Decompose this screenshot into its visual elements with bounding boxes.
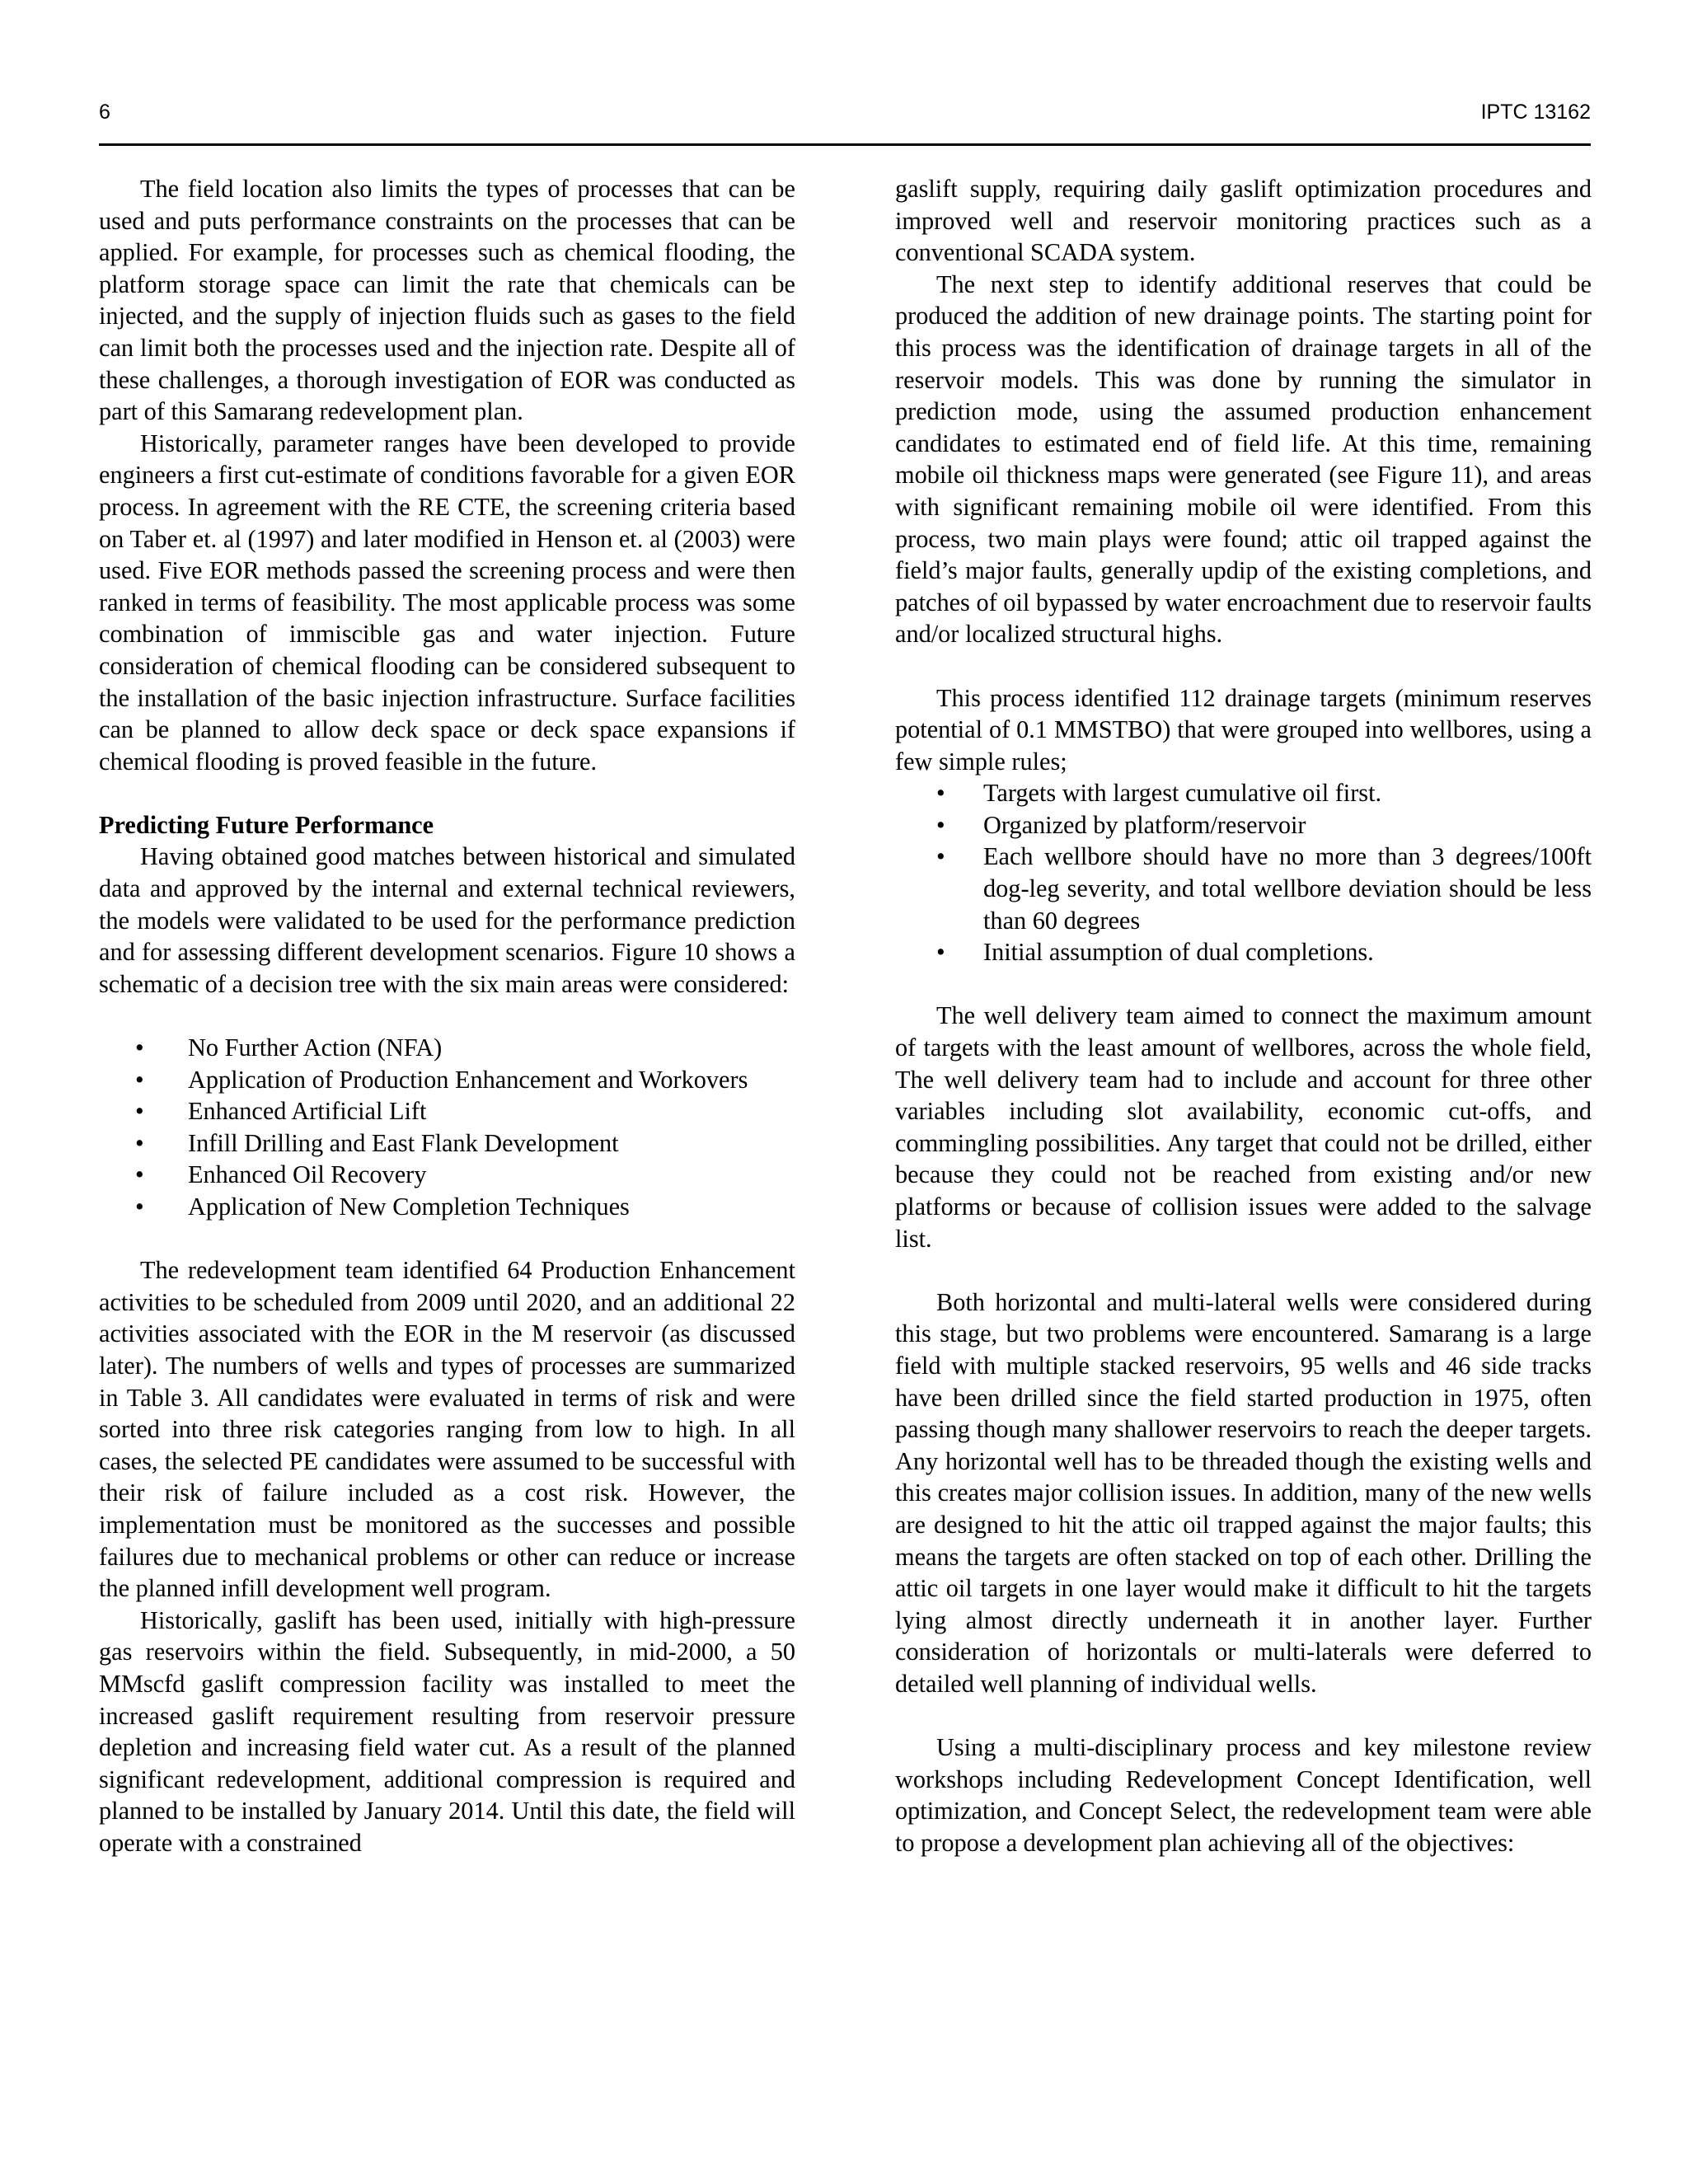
bullet-icon: • <box>936 810 945 839</box>
list-item <box>99 1032 795 1064</box>
list-item <box>895 777 1592 809</box>
list-item <box>895 936 1592 968</box>
list-item-text: No Further Action (NFA) <box>188 1033 443 1062</box>
list-item-text: Initial assumption of dual completions. <box>983 938 1374 967</box>
bullet-icon: • <box>135 1193 144 1221</box>
list-item <box>99 1064 795 1096</box>
page-number: 6 <box>99 101 110 124</box>
left-column <box>99 173 795 1858</box>
list-item <box>99 1191 795 1223</box>
list-item-text: Organized by platform/reservoir <box>983 810 1306 839</box>
bullet-list <box>895 777 1592 968</box>
paragraph: Having obtained good matches between historical and simulated data and approved by the internal and external technical reviewers, the models were validated to be used for the performance prediction and for assessing different development scenarios. Figure 10 shows a schematic of a decision tree with the six main areas were considered: <box>99 842 795 998</box>
paragraph: Using a multi-disciplinary process and key milestone review workshops including Redevelopment Concept Identification, well optimization, and Concept Select, the redevelopment team were able to propose a development plan achieving all of the objectives: <box>895 1733 1592 1857</box>
list-item <box>99 1095 795 1127</box>
list-item-text: Each wellbore should have no more than 3 degrees/100ft dog-leg severity, and total wellbore deviation should be less than 60 degrees <box>983 842 1592 935</box>
bullet-icon: • <box>135 1033 144 1062</box>
paragraph: Historically, parameter ranges have been developed to provide engineers a first cut-estimate of conditions favorable for a given EOR process. In agreement with the RE CTE, the screening criteria based on Taber et. al (1997) and later modified in Henson et. al (2003) were used. Five EOR methods passed the screening process and were then ranked in terms of feasibility. The most applicable process was some combination of immiscible gas and water injection. Future consideration of chemical flooding can be considered subsequent to the installation of the basic injection infrastructure. Surface facilities can be planned to allow deck space or deck space expansions if chemical flooding is proved feasible in the future. <box>99 429 795 776</box>
paragraph: The well delivery team aimed to connect the maximum amount of targets with the least amount of wellbores, across the whole field, The well delivery team had to include and account for three other variables including slot availability, economic cut-offs, and commingling possibilities. Any target that could not be drilled, either because they could not be reached from existing and/or new platforms or because of collision issues were added to the salvage list. <box>895 1001 1592 1253</box>
bullet-icon: • <box>936 938 945 967</box>
paper-code: IPTC 13162 <box>1480 101 1591 124</box>
bullet-icon: • <box>936 779 945 808</box>
paragraph: The next step to identify additional reserves that could be produced the addition of new drainage points. The starting point for this process was the identification of drainage targets in all of the reservoir models. This was done by running the simulator in prediction mode, using the assumed production enhancement candidates to estimated end of field life. At this time, remaining mobile oil thickness maps were generated (see Figure 11), and areas with significant remaining mobile oil were identified. From this process, two main plays were found; attic oil trapped against the field’s major faults, generally updip of the existing completions, and patches of oil bypassed by water encroachment due to reservoir faults and/or localized structural highs. <box>895 269 1592 649</box>
paragraph: Historically, gaslift has been used, initially with high-pressure gas reservoirs within the field. Subsequently, in mid-2000, a 50 MMscfd gaslift compression facility was installed to meet the increased gaslift requirement resulting from reservoir pressure depletion and increasing field water cut. As a result of the planned significant redevelopment, additional compression is required and planned to be installed by January 2014. Until this date, the field will operate with a constrained <box>99 1605 795 1857</box>
bullet-icon: • <box>135 1097 144 1126</box>
paragraph: This process identified 112 drainage targets (minimum reserves potential of 0.1 MMSTBO) that were grouped into wellbores, using a few simple rules; <box>895 683 1592 776</box>
page-header <box>99 97 1591 146</box>
list-item-text: Enhanced Oil Recovery <box>188 1160 427 1189</box>
paragraph: The field location also limits the types of processes that can be used and puts performance constraints on the processes that can be applied. For example, for processes such as chemical flooding, the platform storage space can limit the rate that chemicals can be injected, and the supply of injection fluids such as gases to the field can limit both the processes used and the injection rate. Despite all of these challenges, a thorough investigation of EOR was conducted as part of this Samarang redevelopment plan. <box>99 175 795 426</box>
paragraph: gaslift supply, requiring daily gaslift optimization procedures and improved well and reservoir monitoring practices such as a conventional SCADA system. <box>895 175 1592 267</box>
bullet-icon: • <box>135 1160 144 1189</box>
bullet-list <box>99 1032 795 1223</box>
list-item-text: Enhanced Artificial Lift <box>188 1097 427 1126</box>
bullet-icon: • <box>135 1128 144 1157</box>
section-heading: Predicting Future Performance <box>99 810 434 839</box>
bullet-icon: • <box>135 1065 144 1094</box>
list-item-text: Infill Drilling and East Flank Development <box>188 1128 619 1157</box>
list-item <box>99 1127 795 1160</box>
bullet-icon: • <box>936 842 945 871</box>
list-item <box>99 1159 795 1191</box>
list-item <box>895 809 1592 841</box>
list-item-text: Application of New Completion Techniques <box>188 1193 630 1221</box>
paragraph: The redevelopment team identified 64 Production Enhancement activities to be scheduled from 2009 until 2020, and an additional 22 activities associated with the EOR in the M reservoir (as discussed later). The numbers of wells and types of processes are summarized in Table 3. All candidates were evaluated in terms of risk and were sorted into three risk categories ranging from low to high. In all cases, the selected PE candidates were assumed to be successful with their risk of failure included as a cost risk. However, the implementation must be monitored as the successes and possible failures due to mechanical problems or other can reduce or increase the planned infill development well program. <box>99 1256 795 1603</box>
list-item <box>895 841 1592 936</box>
right-column <box>895 173 1592 1858</box>
paragraph: Both horizontal and multi-lateral wells were considered during this stage, but two problems were encountered. Samarang is a large field with multiple stacked reservoirs, 95 wells and 46 side tracks have been drilled since the field started production in 1975, often passing though many shallower reservoirs to reach the deeper targets. Any horizontal well has to be threaded though the existing wells and this creates major collision issues. In addition, many of the new wells are designed to hit the attic oil trapped against the major faults; this means the targets are often stacked on top of each other. Drilling the attic oil targets in one layer would make it difficult to hit the targets lying almost directly underneath it in another layer. Further consideration of horizontals or multi-laterals were deferred to detailed well planning of individual wells. <box>895 1287 1592 1698</box>
list-item-text: Targets with largest cumulative oil first. <box>983 779 1382 808</box>
list-item-text: Application of Production Enhancement and Workovers <box>188 1065 748 1094</box>
